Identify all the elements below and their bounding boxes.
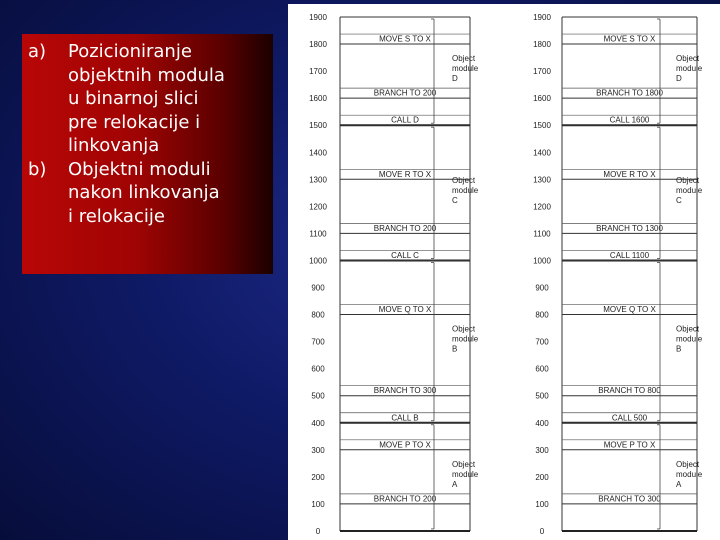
address-tick-a: 300 xyxy=(311,445,325,455)
address-tick-b: 700 xyxy=(535,337,549,347)
address-tick-b: 1400 xyxy=(533,148,551,158)
address-tick-a: 1600 xyxy=(309,94,327,104)
module-label-line: B xyxy=(452,344,458,354)
memory-layout-figure xyxy=(288,4,720,540)
instruction-text-a: BRANCH TO 300 xyxy=(373,386,437,396)
module-label-line: module xyxy=(452,334,479,344)
module-label-line: module xyxy=(452,185,479,195)
module-label-line: Object xyxy=(676,324,700,334)
instruction-text-b: BRANCH TO 300 xyxy=(598,494,661,504)
instruction-text-a: BRANCH TO 200 xyxy=(373,88,437,98)
instruction-text-b: BRANCH TO 1300 xyxy=(596,223,663,233)
address-tick-b: 800 xyxy=(535,310,549,320)
address-tick-b: 1500 xyxy=(533,121,551,131)
caption-text-a: Pozicioniranje objektnih modula u binarnoj slici pre relokacije i linkovanja xyxy=(68,41,225,156)
module-label-line: Object xyxy=(676,459,700,469)
instruction-text-b: CALL 1600 xyxy=(609,115,650,125)
address-tick-b: 1000 xyxy=(533,256,551,266)
caption-marker-b: b) xyxy=(28,158,47,180)
module-label-line: C xyxy=(452,195,458,205)
instruction-text-b: MOVE R TO X xyxy=(603,169,656,179)
module-label-line: Object xyxy=(452,175,476,185)
instruction-text-a: CALL B xyxy=(391,413,419,423)
instruction-text-a: CALL C xyxy=(391,250,419,260)
module-label-line: D xyxy=(676,74,682,84)
address-tick-a: 1900 xyxy=(309,13,327,22)
address-tick-b: 200 xyxy=(535,472,549,482)
caption-marker-a: a) xyxy=(28,41,47,62)
address-tick-a: 1500 xyxy=(309,121,327,131)
address-tick-a: 0 xyxy=(315,526,321,536)
caption-text-b: Objektni moduli nakon linkovanja i relokacije xyxy=(68,158,220,227)
address-tick-b: 400 xyxy=(535,418,549,428)
caption-item-b xyxy=(28,158,269,229)
address-tick-a: 400 xyxy=(311,418,325,428)
module-label-a xyxy=(452,176,479,205)
address-tick-a: 900 xyxy=(311,283,325,293)
caption-item-a xyxy=(28,40,269,158)
address-tick-b: 1900 xyxy=(533,13,551,22)
address-tick-a: 700 xyxy=(311,337,325,347)
module-label-line: module xyxy=(452,64,479,74)
instruction-text-b: CALL 500 xyxy=(611,413,648,423)
instruction-text-a: BRANCH TO 200 xyxy=(373,223,437,233)
address-tick-b: 1800 xyxy=(533,40,551,50)
address-tick-a: 1200 xyxy=(309,202,327,212)
module-label-line: Object xyxy=(452,459,476,469)
module-label-line: Object xyxy=(676,54,700,64)
module-label-line: B xyxy=(676,344,682,354)
address-tick-a: 1000 xyxy=(309,256,327,266)
address-tick-b: 100 xyxy=(535,499,549,509)
instruction-text-a: BRANCH TO 200 xyxy=(373,494,437,504)
address-tick-b: 1700 xyxy=(533,67,551,77)
address-tick-a: 1300 xyxy=(309,175,327,185)
address-tick-a: 1800 xyxy=(309,40,327,50)
module-label-line: module xyxy=(452,469,479,479)
address-tick-b: 1200 xyxy=(533,202,551,212)
module-label-line: module xyxy=(676,334,703,344)
instruction-text-a: CALL D xyxy=(391,115,419,125)
address-tick-a: 100 xyxy=(311,499,325,509)
module-label-line: module xyxy=(676,64,703,74)
module-label-line: Object xyxy=(452,324,476,334)
module-label-line: Object xyxy=(676,175,700,185)
module-label-a xyxy=(452,325,479,354)
address-tick-a: 800 xyxy=(311,310,325,320)
module-label-b xyxy=(676,325,703,354)
module-label-line: module xyxy=(676,469,703,479)
instruction-text-b: CALL 1100 xyxy=(609,250,650,260)
address-tick-a: 600 xyxy=(311,364,325,374)
address-tick-b: 500 xyxy=(535,391,549,401)
module-label-line: module xyxy=(676,185,703,195)
module-label-a xyxy=(452,460,479,489)
address-tick-b: 600 xyxy=(535,364,549,374)
address-tick-a: 1100 xyxy=(309,229,327,239)
address-tick-a: 1400 xyxy=(309,148,327,158)
instruction-text-b: MOVE S TO X xyxy=(603,34,656,44)
instruction-text-a: MOVE R TO X xyxy=(378,169,432,179)
module-label-b xyxy=(676,460,703,489)
address-tick-a: 200 xyxy=(311,472,325,482)
address-tick-a: 500 xyxy=(311,391,325,401)
address-tick-a: 1700 xyxy=(309,67,327,77)
address-tick-b: 900 xyxy=(535,283,549,293)
module-label-line: D xyxy=(452,74,458,84)
module-label-line: A xyxy=(676,479,682,489)
memory-layout-diagram xyxy=(288,4,720,540)
instruction-text-b: BRANCH TO 1800 xyxy=(596,88,663,98)
module-label-line: Object xyxy=(452,54,476,64)
caption-box xyxy=(22,34,273,274)
module-label-b xyxy=(676,176,703,205)
address-tick-b: 300 xyxy=(535,445,549,455)
instruction-text-a: MOVE Q TO X xyxy=(378,305,432,315)
address-tick-b: 1300 xyxy=(533,175,551,185)
module-label-line: C xyxy=(676,195,682,205)
instruction-text-b: MOVE Q TO X xyxy=(603,305,656,315)
module-label-a xyxy=(452,54,479,83)
address-tick-b: 1100 xyxy=(533,229,551,239)
instruction-text-a: MOVE S TO X xyxy=(379,34,431,44)
module-label-b xyxy=(676,54,703,83)
instruction-text-b: BRANCH TO 800 xyxy=(598,386,661,396)
address-tick-b: 0 xyxy=(539,526,545,536)
address-tick-b: 1600 xyxy=(533,94,551,104)
module-label-line: A xyxy=(452,479,458,489)
instruction-text-b: MOVE P TO X xyxy=(603,440,656,450)
instruction-text-a: MOVE P TO X xyxy=(379,440,431,450)
